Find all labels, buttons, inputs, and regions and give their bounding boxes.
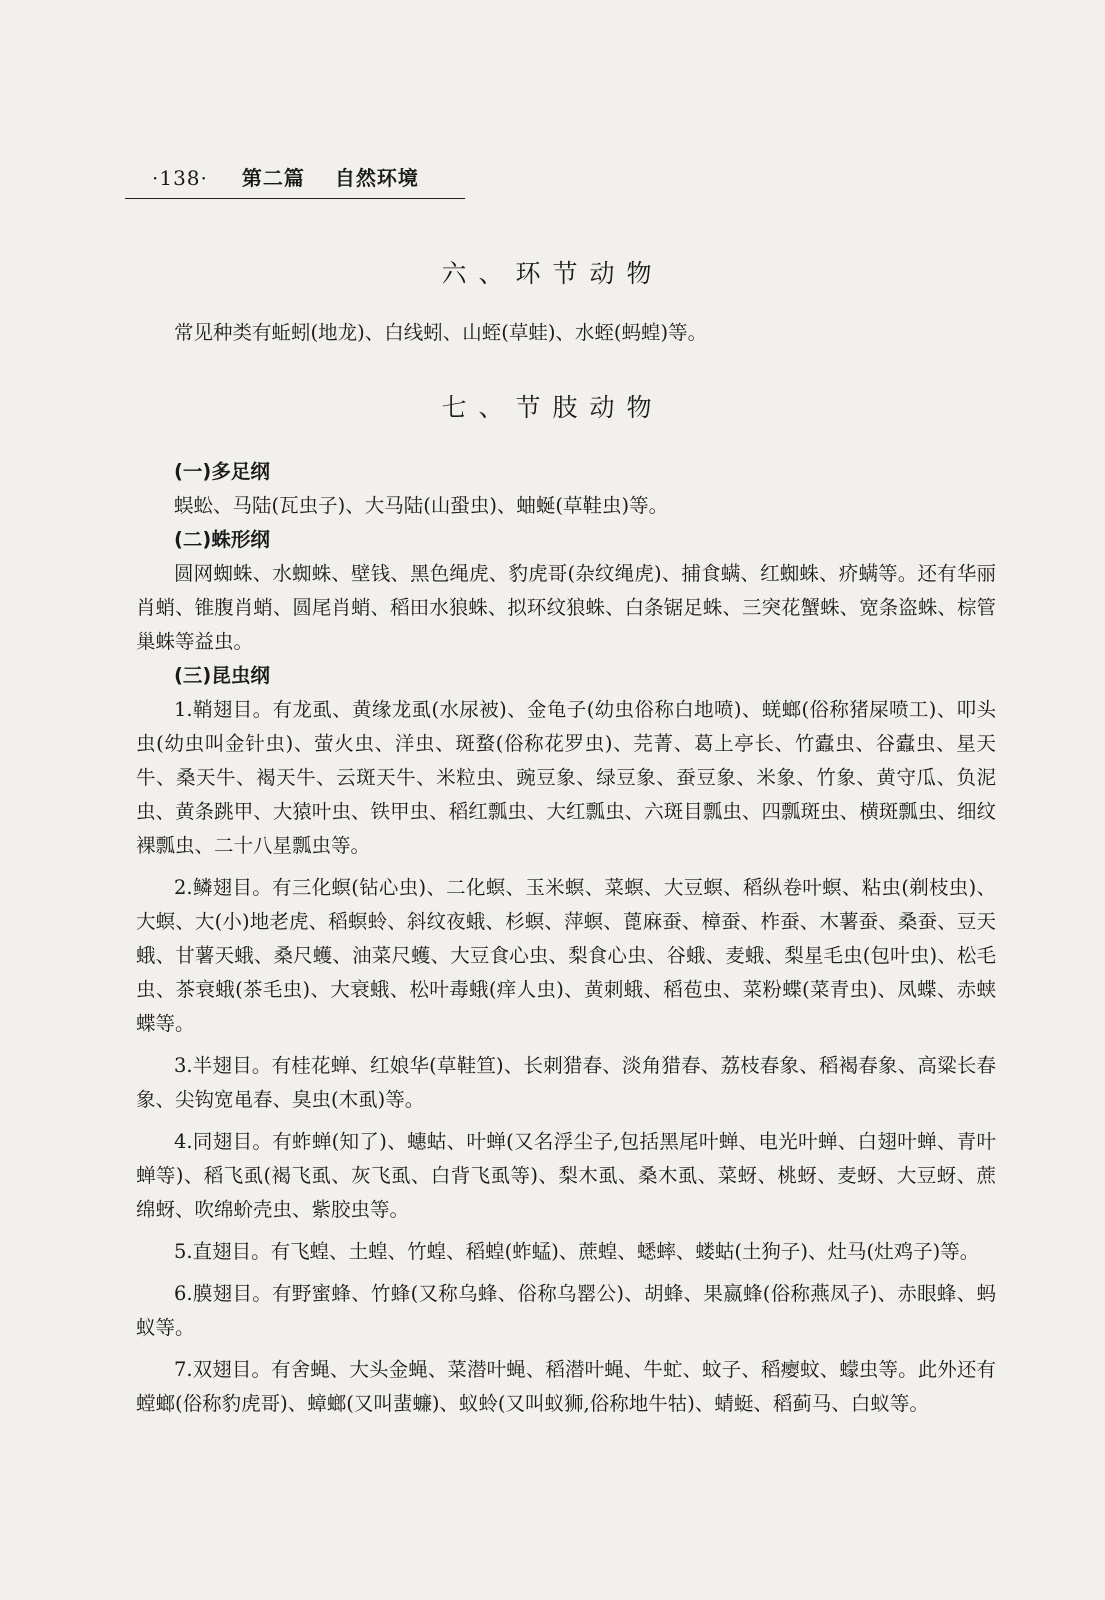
part-label: 第二篇 — [241, 166, 305, 190]
order-coleoptera: 1.鞘翅目。有龙虱、黄缘龙虱(水尿被)、金龟子(幼虫俗称白地喷)、蜣螂(俗称猪屎喷工)、叩头虫(幼虫叫金针虫)、萤火虫、洋虫、斑蝥(俗称花罗虫)、芫菁、葛上亭长、竹蠹虫、谷蠹虫、星天牛、桑天牛、褐天牛、云斑天牛、米粒虫、豌豆象、绿豆象、蚕豆象、米象、竹象、黄守瓜、负泥虫、黄条跳甲、大猿叶虫、铁甲虫、稻红瓢虫、大红瓢虫、六斑目瓢虫、四瓢斑虫、横斑瓢虫、细纹裸瓢虫、二十八星瓢虫等。 — [136, 698, 996, 857]
header-rule — [125, 198, 465, 199]
class-heading-insecta: (三)昆虫纲 — [174, 664, 270, 687]
part-title: 自然环境 — [334, 166, 419, 190]
running-header — [152, 162, 419, 191]
order-diptera: 7.双翅目。有舍蝇、大头金蝇、菜潜叶蝇、稻潜叶蝇、牛虻、蚊子、稻瘿蚊、蠓虫等。此外还有螳螂(俗称豹虎哥)、蟑螂(又叫蜚蠊)、蚁蛉(又叫蚁狮,俗称地牛牯)、蜻蜓、稻蓟马、白蚁等。 — [136, 1358, 996, 1415]
section-title-annelids: 六、环节动物 — [441, 259, 664, 288]
paragraph: 常见种类有蚯蚓(地龙)、白线蚓、山蛭(草蛙)、水蛭(蚂蝗)等。 — [174, 321, 708, 344]
section-title-arthropods: 七、节肢动物 — [441, 393, 664, 422]
order-homoptera: 4.同翅目。有蚱蝉(知了)、蟪蛄、叶蝉(又名浮尘子,包括黑尾叶蝉、电光叶蝉、白翅叶蝉、青叶蝉等)、稻飞虱(褐飞虱、灰飞虱、白背飞虱等)、梨木虱、桑木虱、菜蚜、桃蚜、麦蚜、大豆蚜、蔗绵蚜、吹绵蚧壳虫、紫胶虫等。 — [136, 1130, 996, 1221]
section-body-arthropods — [136, 455, 996, 1421]
order-lepidoptera: 2.鳞翅目。有三化螟(钻心虫)、二化螟、玉米螟、菜螟、大豆螟、稻纵卷叶螟、粘虫(剃枝虫)、大螟、大(小)地老虎、稻螟蛉、斜纹夜蛾、杉螟、萍螟、蓖麻蚕、樟蚕、柞蚕、木薯蚕、桑蚕、豆天蛾、甘薯天蛾、桑尺蠖、油菜尺蠖、大豆食心虫、梨食心虫、谷蛾、麦蛾、梨星毛虫(包叶虫)、松毛虫、茶衰蛾(茶毛虫)、大衰蛾、松叶毒蛾(痒人虫)、黄刺蛾、稻苞虫、菜粉蝶(菜青虫)、凤蝶、赤蛱蝶等。 — [136, 876, 996, 1035]
class-heading-myriapoda: (一)多足纲 — [174, 460, 270, 483]
page-number: ·138· — [152, 166, 208, 190]
order-hemiptera: 3.半翅目。有桂花蝉、红娘华(草鞋笪)、长刺猎春、淡角猎春、荔枝春象、稻褐春象、高粱长春象、尖钩宽黾春、臭虫(木虱)等。 — [136, 1054, 996, 1111]
order-orthoptera: 5.直翅目。有飞蝗、土蝗、竹蝗、稻蝗(蚱蜢)、蔗蝗、蟋蟀、蝼蛄(土狗子)、灶马(灶鸡子)等。 — [174, 1240, 980, 1263]
section-body-annelids — [136, 316, 996, 350]
paragraph: 蜈蚣、马陆(瓦虫子)、大马陆(山蛩虫)、蚰蜒(草鞋虫)等。 — [174, 494, 669, 517]
paragraph: 圆网蜘蛛、水蜘蛛、壁钱、黑色绳虎、豹虎哥(杂纹绳虎)、捕食螨、红蜘蛛、疥螨等。还有华丽肖蛸、锥腹肖蛸、圆尾肖蛸、稻田水狼蛛、拟环纹狼蛛、白条锯足蛛、三突花蟹蛛、宽条盗蛛、棕管巢蛛等益虫。 — [136, 562, 996, 653]
order-hymenoptera: 6.膜翅目。有野蜜蜂、竹蜂(又称乌蜂、俗称乌罂公)、胡蜂、果嬴蜂(俗称燕凤子)、赤眼蜂、蚂蚁等。 — [136, 1282, 996, 1339]
class-heading-arachnida: (二)蛛形纲 — [174, 528, 270, 551]
